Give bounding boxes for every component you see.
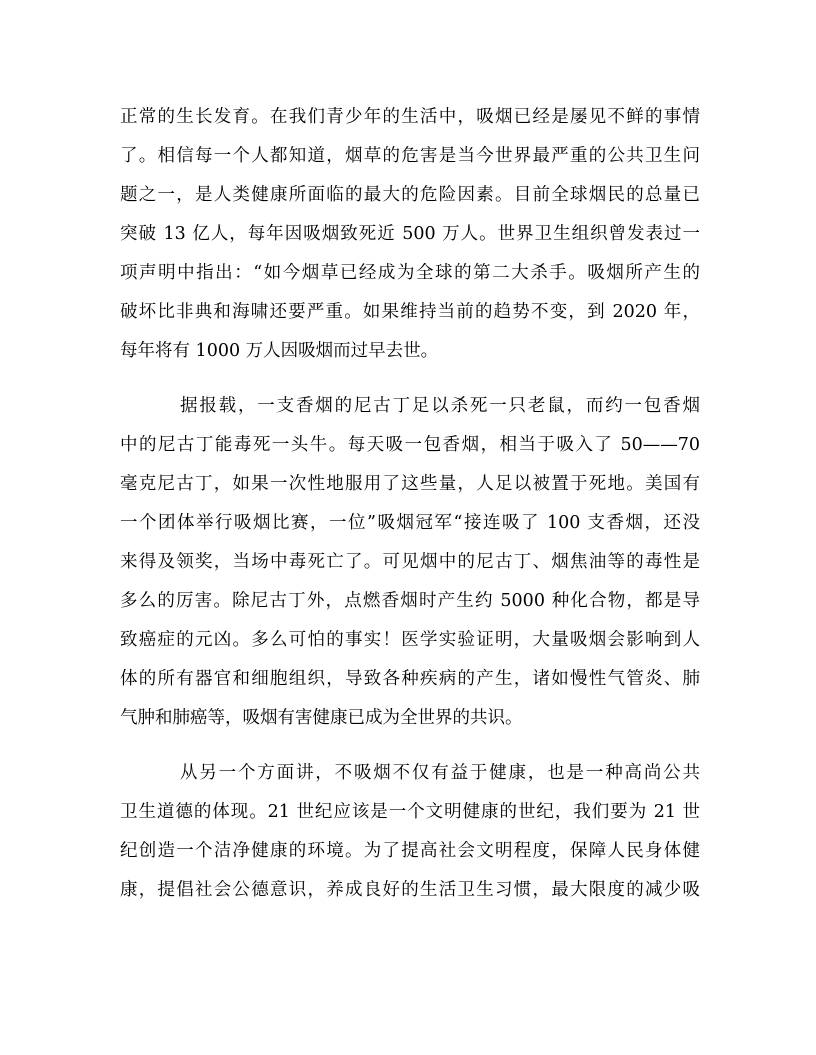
text-line: 卫生道德的体现。21 世纪应该是一个文明健康的世纪，我们要为 21 世: [120, 802, 700, 822]
text-line: 纪创造一个洁净健康的环境。为了提高社会文明程度，保障人民身体健: [120, 841, 700, 861]
paragraph-1: [120, 98, 700, 371]
text-line: 致癌症的元凶。多么可怕的事实！医学实验证明，大量吸烟会影响到人: [120, 630, 700, 650]
text-line: 来得及领奖，当场中毒死亡了。可见烟中的尼古丁、烟焦油等的毒性是: [120, 552, 700, 572]
text-line: 据报载，一支香烟的尼古丁足以杀死一只老鼠，而约一包香烟: [180, 396, 700, 416]
text-line: 正常的生长发育。在我们青少年的生活中，吸烟已经是屡见不鲜的事情: [120, 107, 700, 127]
text-line: 一个团体举行吸烟比赛，一位”吸烟冠军“接连吸了 100 支香烟，还没: [120, 513, 700, 533]
text-line: 每年将有 1000 万人因吸烟而过早去世。: [120, 341, 439, 361]
text-line: 题之一，是人类健康所面临的最大的危险因素。目前全球烟民的总量已: [120, 185, 700, 205]
text-line: 突破 13 亿人，每年因吸烟致死近 500 万人。世界卫生组织曾发表过一: [120, 224, 700, 244]
text-line: 项声明中指出：“如今烟草已经成为全球的第二大杀手。吸烟所产生的: [120, 263, 700, 283]
text-line: 气肿和肺癌等，吸烟有害健康已成为全世界的共识。: [120, 708, 523, 728]
text-line: 破坏比非典和海啸还要严重。如果维持当前的趋势不变，到 2020 年，: [120, 302, 700, 322]
document-body: [120, 98, 700, 910]
paragraph-2: [120, 387, 700, 738]
text-line: 体的所有器官和细胞组织，导致各种疾病的产生，诸如慢性气管炎、肺: [120, 669, 700, 689]
text-line: 毫克尼古丁，如果一次性地服用了这些量，人足以被置于死地。美国有: [120, 474, 700, 494]
text-line: 从另一个方面讲，不吸烟不仅有益于健康，也是一种高尚公共: [180, 763, 700, 783]
text-line: 了。相信每一个人都知道，烟草的危害是当今世界最严重的公共卫生问: [120, 146, 700, 166]
text-line: 中的尼古丁能毒死一头牛。每天吸一包香烟，相当于吸入了 50——70: [120, 435, 700, 455]
text-line: 多么的厉害。除尼古丁外，点燃香烟时产生约 5000 种化合物，都是导: [120, 591, 700, 611]
text-line: 康，提倡社会公德意识，养成良好的生活卫生习惯，最大限度的减少吸: [120, 880, 700, 900]
paragraph-3: [120, 754, 700, 910]
